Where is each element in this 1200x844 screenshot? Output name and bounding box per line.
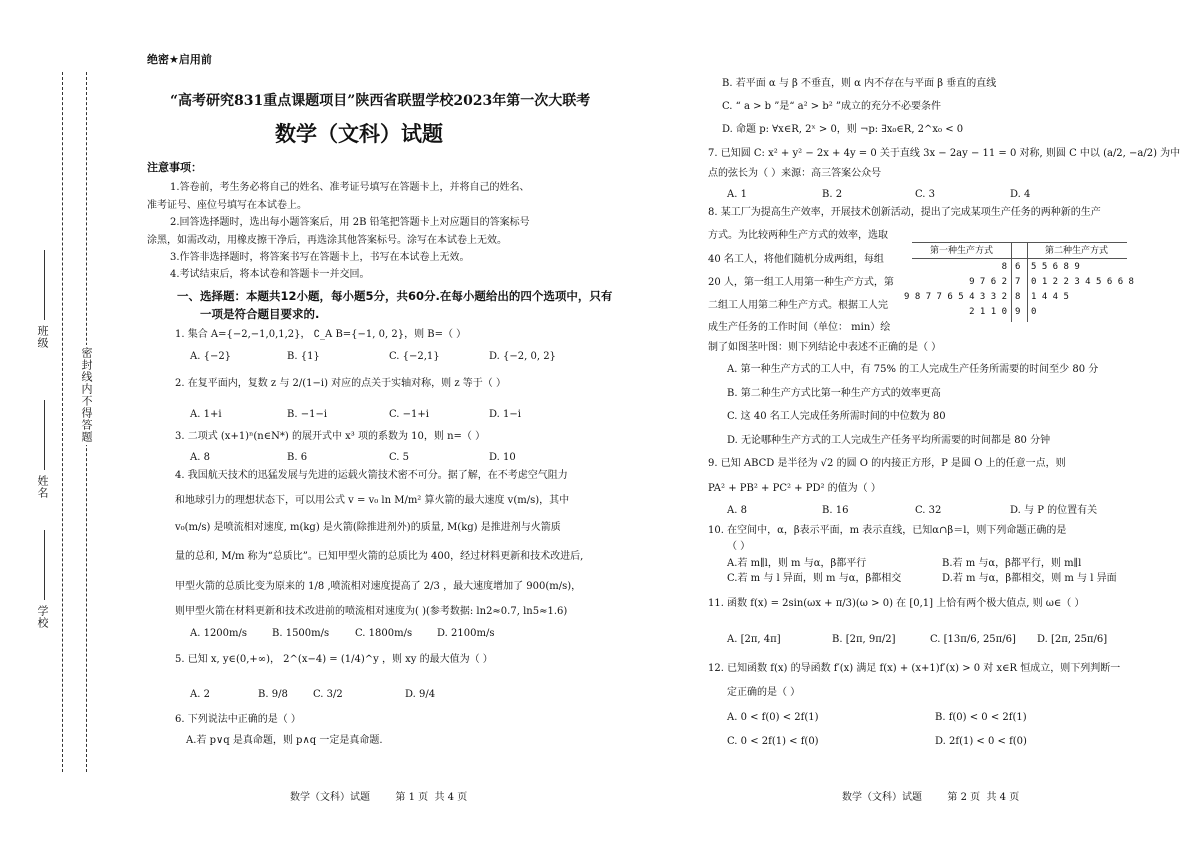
question-12-option-b[interactable]: B. f(0) < 0 < 2f(1) bbox=[935, 712, 1027, 723]
option[interactable]: A. {−2} bbox=[190, 351, 232, 362]
question-12-option-a[interactable]: A. 0 < f(0) < 2f(1) bbox=[727, 712, 819, 723]
stemleaf-top-rule bbox=[912, 242, 1127, 243]
question-11-stem: 11. 函数 f(x) = 2sin(ωx + π/3)(ω > 0) 在 [0,1] 上恰有两个极大值点, 则 ω∈（ ） bbox=[708, 598, 1085, 609]
stemleaf-leaf-left: 9 8 7 7 6 5 4 3 3 2 bbox=[904, 292, 1007, 302]
binding-line-outer bbox=[62, 72, 63, 772]
option[interactable]: B. [2π, 9π/2] bbox=[832, 634, 896, 645]
stemleaf-header-rule bbox=[912, 258, 1127, 259]
option[interactable]: D. [2π, 25π/6] bbox=[1037, 634, 1108, 645]
question-10-option-d[interactable]: D.若 m 与α，β都相交，则 m 与 l 异面 bbox=[942, 573, 1117, 584]
stemleaf-left-title: 第一种生产方式 bbox=[930, 246, 994, 256]
name-blank bbox=[44, 400, 45, 470]
option[interactable]: C. {−2,1} bbox=[389, 351, 440, 362]
option[interactable]: D. 4 bbox=[1010, 189, 1031, 200]
secret-label: 绝密★启用前 bbox=[147, 53, 212, 66]
question-4-line: 甲型火箭的总质比变为原来的 1/8 ,喷流相对速度提高了 2/3 ，最大速度增加了 900(m/s)， bbox=[175, 581, 582, 592]
question-10-option-c[interactable]: C.若 m 与 l 异面，则 m 与α，β都相交 bbox=[727, 573, 902, 584]
question-8-option-d[interactable]: D. 无论哪种生产方式的工人完成生产任务平均所需要的时间都是 80 分钟 bbox=[727, 435, 1051, 446]
option[interactable]: D. 10 bbox=[489, 452, 516, 463]
question-6-option-a[interactable]: A.若 p∨q 是真命题，则 p∧q 一定是真命题. bbox=[186, 735, 383, 746]
option[interactable]: D. 1−i bbox=[489, 409, 521, 420]
footer-page-1: 数学（文科）试题 第 1 页 共 4 页 bbox=[290, 792, 468, 803]
question-9-line: 9. 已知 ABCD 是半径为 √2 的圆 O 的内接正方形，P 是圆 O 上的任意一点，则 bbox=[708, 458, 1066, 469]
option[interactable]: A. 1+i bbox=[190, 409, 222, 420]
option[interactable]: C. 3 bbox=[915, 189, 936, 200]
option[interactable]: C. 32 bbox=[915, 505, 942, 516]
question-8-line: 方式。为比较两种生产方式的效率，选取 bbox=[708, 230, 888, 241]
stemleaf-stem: 8 bbox=[1015, 292, 1021, 302]
option[interactable]: B. −1−i bbox=[287, 409, 328, 420]
question-6-option-b[interactable]: B. 若平面 α 与 β 不垂直，则 α 内不存在与平面 β 垂直的直线 bbox=[722, 78, 997, 89]
notice-item: 1.答卷前，考生务必将自己的姓名、准考证号填写在答题卡上，并将自己的姓名、 bbox=[170, 182, 530, 193]
question-8-line: 制了如图茎叶图：则下列结论中表述不正确的是（ ） bbox=[708, 342, 942, 353]
stemleaf-stem: 6 bbox=[1015, 262, 1021, 272]
option[interactable]: A. 1 bbox=[727, 189, 747, 200]
subject-title: 数学（文科）试题 bbox=[275, 122, 443, 146]
question-5-stem: 5. 已知 x, y∈(0,+∞)， 2^(x−4) = (1/4)^y ，则 xy 的最大值为（ ） bbox=[175, 654, 493, 665]
option[interactable]: C. 3/2 bbox=[313, 689, 343, 700]
option[interactable]: B. 9/8 bbox=[258, 689, 288, 700]
question-6-stem: 6. 下列说法中正确的是（ ） bbox=[175, 714, 301, 725]
stemleaf-leaf-right: 0 bbox=[1031, 307, 1037, 317]
notice-item: 准考证号、座位号填写在本试卷上。 bbox=[147, 200, 307, 211]
question-8-line: 成生产任务的工作时间（单位： min）绘 bbox=[708, 322, 891, 333]
question-6-option-c[interactable]: C. “ a > b ”是“ a² > b² ”成立的充分不必要条件 bbox=[722, 101, 942, 112]
notice-item: 3.作答非选择题时，将答案书写在答题卡上，书写在本试卷上无效。 bbox=[170, 252, 470, 263]
option[interactable]: B. {1} bbox=[287, 351, 320, 362]
question-12-option-c[interactable]: C. 0 < 2f(1) < f(0) bbox=[727, 736, 819, 747]
stemleaf-divider-right bbox=[1027, 242, 1028, 322]
question-8-option-c[interactable]: C. 这 40 名工人完成任务所需时间的中位数为 80 bbox=[727, 411, 946, 422]
stemleaf-divider-left bbox=[1011, 242, 1012, 322]
question-10-line: （ ） bbox=[727, 541, 751, 552]
option[interactable]: C. −1+i bbox=[389, 409, 429, 420]
name-label: 姓名 bbox=[36, 475, 49, 499]
question-4-line: v₀(m/s) 是喷流相对速度, m(kg) 是火箭(除推进剂外)的质量, M(kg) 是推进剂与火箭质 bbox=[175, 522, 561, 533]
option[interactable]: A. [2π, 4π] bbox=[727, 634, 781, 645]
option[interactable]: A. 8 bbox=[190, 452, 210, 463]
question-12-line: 定正确的是（ ） bbox=[727, 687, 801, 698]
stemleaf-leaf-left: 9 7 6 2 bbox=[969, 277, 1007, 287]
stemleaf-leaf-left: 2 1 1 0 bbox=[969, 307, 1007, 317]
option[interactable]: D. 与 P 的位置有关 bbox=[1010, 505, 1098, 516]
option[interactable]: A. 8 bbox=[727, 505, 747, 516]
question-8-option-b[interactable]: B. 第二种生产方式比第一种生产方式的效率更高 bbox=[727, 388, 941, 399]
class-label: 班级 bbox=[36, 325, 49, 349]
question-4-line: 量的总和, M/m 称为“总质比”。已知甲型火箭的总质比为 400，经过材料更新和技术改进后, bbox=[175, 551, 584, 562]
stemleaf-leaf-left: 8 bbox=[1001, 262, 1007, 272]
seal-notice: 密封线内不得答题 bbox=[80, 347, 93, 443]
section-heading-cont: 一项是符合题目要求的. bbox=[200, 307, 320, 321]
question-10-line: 10. 在空间中，α，β表示平面，m 表示直线，已知α∩β＝l，则下列命题正确的是 bbox=[708, 525, 1067, 536]
question-12-option-d[interactable]: D. 2f(1) < 0 < f(0) bbox=[935, 736, 1027, 747]
question-8-line: 40 名工人，将他们随机分成两组，每组 bbox=[708, 254, 884, 265]
question-7-line: 点的弦长为（ ）来源：高三答案公众号 bbox=[708, 168, 882, 179]
question-4-line: 4. 我国航天技术的迅猛发展与先进的运载火箭技术密不可分。据了解，在不考虑空气阻力 bbox=[175, 470, 568, 481]
stemleaf-stem: 9 bbox=[1015, 307, 1021, 317]
question-2-stem: 2. 在复平面内，复数 z 与 2/(1−i) 对应的点关于实轴对称，则 z 等于（ ） bbox=[175, 378, 506, 389]
question-8-option-a[interactable]: A. 第一种生产方式的工人中，有 75% 的工人完成生产任务所需要的时间至少 80 分 bbox=[727, 364, 1099, 375]
question-8-line: 20 人，第一组工人用第一种生产方式，第 bbox=[708, 277, 894, 288]
option[interactable]: C. [13π/6, 25π/6] bbox=[930, 634, 1016, 645]
section-heading: 一、选择题：本题共12小题，每小题5分，共60分.在每小题给出的四个选项中，只有 bbox=[177, 289, 613, 303]
question-4-line: 则甲型火箭在材料更新和技术改进前的喷流相对速度为( )(参考数据: ln2≈0.7, ln5≈1.6) bbox=[175, 606, 568, 617]
question-12-line: 12. 已知函数 f(x) 的导函数 f′(x) 满足 f(x) + (x+1)f′(x) > 0 对 x∈R 恒成立，则下列判断一 bbox=[708, 663, 1121, 674]
question-6-option-d[interactable]: D. 命题 p: ∀x∈R, 2ˣ > 0，则 ¬p: ∃x₀∈R, 2^x₀ < 0 bbox=[722, 124, 964, 135]
question-10-option-a[interactable]: A.若 m∥l，则 m 与α，β都平行 bbox=[727, 558, 867, 569]
question-3-stem: 3. 二项式 (x+1)ⁿ(n∈N*) 的展开式中 x³ 项的系数为 10，则 n=（ ） bbox=[175, 431, 486, 442]
option[interactable]: C. 1800m/s bbox=[355, 628, 413, 639]
school-label: 学校 bbox=[36, 605, 49, 629]
option[interactable]: B. 6 bbox=[287, 452, 308, 463]
option[interactable]: B. 1500m/s bbox=[272, 628, 330, 639]
question-7-line: 7. 已知圆 C: x² + y² − 2x + 4y = 0 关于直线 3x − 2ay − 11 = 0 对称, 则圆 C 中以 (a/2, −a/2) 为中 bbox=[708, 148, 1181, 159]
question-8-line: 二组工人用第二种生产方式。根据工人完 bbox=[708, 300, 888, 311]
option[interactable]: C. 5 bbox=[389, 452, 410, 463]
school-blank bbox=[44, 530, 45, 600]
option[interactable]: D. 2100m/s bbox=[437, 628, 495, 639]
stemleaf-leaf-right: 1 4 4 5 bbox=[1031, 292, 1069, 302]
notice-item: 4.考试结束后，将本试卷和答题卡一并交回。 bbox=[170, 269, 370, 280]
notice-item: 涂黑，如需改动，用橡皮擦干净后，再选涂其他答案标号。涂写在本试卷上无效。 bbox=[147, 235, 507, 246]
notice-heading: 注意事项： bbox=[147, 161, 202, 174]
stemleaf-leaf-right: 0 1 2 2 3 4 5 6 6 8 bbox=[1031, 277, 1134, 287]
question-1-stem: 1. 集合 A={−2,−1,0,1,2}， ∁_A B={−1, 0, 2}，则 B=（ ） bbox=[175, 329, 467, 340]
option[interactable]: B. 2 bbox=[822, 189, 843, 200]
exam-title: “高考研究831重点课题项目”陕西省联盟学校2023年第一次大联考 bbox=[170, 93, 591, 109]
question-4-line: 和地球引力的理想状态下，可以用公式 v = v₀ ln M/m² 算火箭的最大速度 v(m/s)，其中 bbox=[175, 495, 570, 506]
option[interactable]: D. 9/4 bbox=[405, 689, 436, 700]
stemleaf-right-title: 第二种生产方式 bbox=[1045, 246, 1109, 256]
question-10-option-b[interactable]: B.若 m 与α，β都平行，则 m∥l bbox=[942, 558, 1082, 569]
footer-page-2: 数学（文科）试题 第 2 页 共 4 页 bbox=[842, 792, 1020, 803]
question-9-line: PA² + PB² + PC² + PD² 的值为（ ） bbox=[708, 483, 881, 494]
option[interactable]: A. 1200m/s bbox=[190, 628, 248, 639]
option[interactable]: B. 16 bbox=[822, 505, 849, 516]
option[interactable]: D. {−2, 0, 2} bbox=[489, 351, 556, 362]
question-8-line: 8. 某工厂为提高生产效率，开展技术创新活动，提出了完成某项生产任务的两种新的生产 bbox=[708, 207, 1101, 218]
stemleaf-leaf-right: 5 5 6 8 9 bbox=[1031, 262, 1080, 272]
notice-item: 2.回答选择题时，选出每小题答案后，用 2B 铅笔把答题卡上对应题目的答案标号 bbox=[170, 217, 530, 228]
class-blank bbox=[44, 250, 45, 320]
stemleaf-stem: 7 bbox=[1015, 277, 1021, 287]
option[interactable]: A. 2 bbox=[190, 689, 210, 700]
